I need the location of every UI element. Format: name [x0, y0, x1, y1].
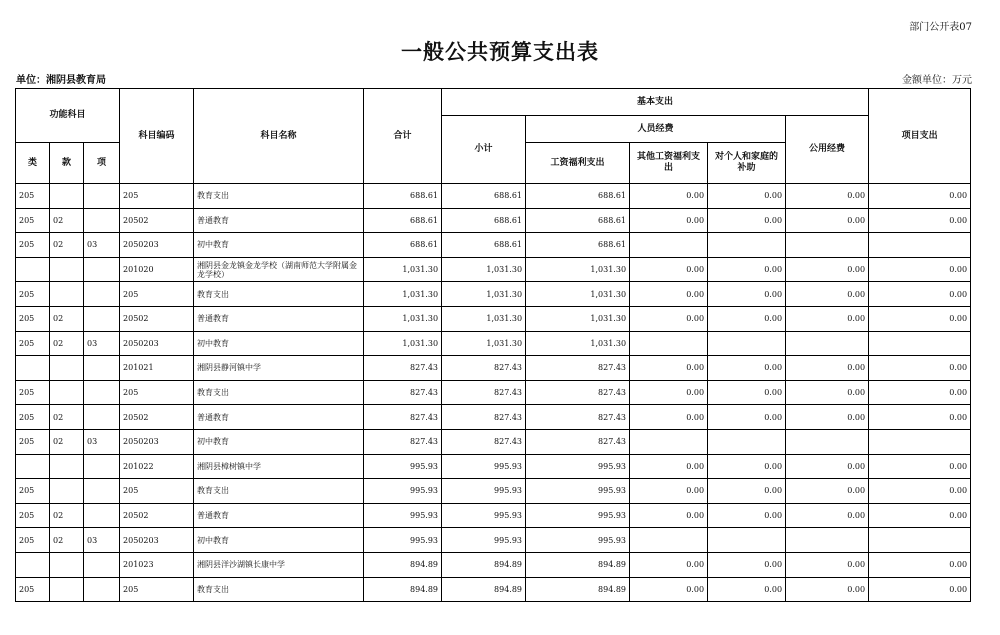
header-basic: 基本支出: [442, 89, 869, 116]
row-project-cell: 0.00: [869, 454, 971, 479]
row-total-cell: 995.93: [364, 528, 442, 553]
row-project-cell: 0.00: [869, 184, 971, 209]
row-xiang-cell: [84, 282, 120, 307]
row-public-cell: 0.00: [786, 282, 869, 307]
row-subtotal-cell: 995.93: [442, 528, 526, 553]
row-lei-cell: 205: [16, 184, 50, 209]
row-salary-cell: 894.89: [526, 552, 630, 577]
header-name: 科目名称: [194, 89, 364, 184]
row-code-cell: 205: [120, 282, 194, 307]
row-xiang-cell: [84, 577, 120, 602]
row-lei-cell: 205: [16, 479, 50, 504]
row-code-cell: 20502: [120, 208, 194, 233]
table-row: [16, 208, 971, 233]
row-project-cell: [869, 331, 971, 356]
table-row: [16, 257, 971, 282]
row-kuan-cell: [50, 479, 84, 504]
header-salary: 工资福利支出: [526, 143, 630, 184]
row-other-salary-cell: 0.00: [630, 184, 708, 209]
row-subtotal-cell: 995.93: [442, 479, 526, 504]
row-name-cell: 普通教育: [194, 405, 364, 430]
row-salary-cell: 688.61: [526, 184, 630, 209]
row-name-cell: 湘阴县洋沙湖镇长康中学: [194, 552, 364, 577]
table-row: [16, 528, 971, 553]
row-subtotal-cell: 995.93: [442, 503, 526, 528]
table-row: [16, 577, 971, 602]
row-family-subsidy-cell: 0.00: [708, 405, 786, 430]
table-row: [16, 356, 971, 381]
row-name-cell: 普通教育: [194, 503, 364, 528]
row-public-cell: [786, 331, 869, 356]
row-family-subsidy-cell: [708, 331, 786, 356]
row-public-cell: 0.00: [786, 356, 869, 381]
row-lei-cell: 205: [16, 429, 50, 454]
row-subtotal-cell: 688.61: [442, 233, 526, 258]
row-public-cell: 0.00: [786, 257, 869, 282]
row-kuan-cell: [50, 552, 84, 577]
row-total-cell: 995.93: [364, 479, 442, 504]
row-code-cell: 201022: [120, 454, 194, 479]
row-lei-cell: 205: [16, 331, 50, 356]
table-row: [16, 429, 971, 454]
header-other-salary: 其他工资福利支出: [630, 143, 708, 184]
row-other-salary-cell: [630, 233, 708, 258]
row-project-cell: [869, 233, 971, 258]
row-total-cell: 827.43: [364, 380, 442, 405]
row-code-cell: 2050203: [120, 528, 194, 553]
row-public-cell: 0.00: [786, 503, 869, 528]
row-code-cell: 201023: [120, 552, 194, 577]
row-other-salary-cell: 0.00: [630, 306, 708, 331]
header-lei: 类: [16, 143, 50, 184]
row-total-cell: 688.61: [364, 208, 442, 233]
row-lei-cell: 205: [16, 503, 50, 528]
row-subtotal-cell: 827.43: [442, 356, 526, 381]
row-total-cell: 688.61: [364, 233, 442, 258]
unit-label: 单位：湘阴县教育局: [16, 75, 106, 86]
row-family-subsidy-cell: [708, 528, 786, 553]
row-total-cell: 1,031.30: [364, 331, 442, 356]
row-xiang-cell: [84, 479, 120, 504]
header-xiang: 项: [84, 143, 120, 184]
row-subtotal-cell: 827.43: [442, 405, 526, 430]
table-row: [16, 552, 971, 577]
row-xiang-cell: [84, 454, 120, 479]
row-salary-cell: 1,031.30: [526, 282, 630, 307]
row-lei-cell: 205: [16, 282, 50, 307]
row-public-cell: 0.00: [786, 380, 869, 405]
row-xiang-cell: [84, 503, 120, 528]
row-name-cell: 湘阴县静河镇中学: [194, 356, 364, 381]
row-name-cell: 初中教育: [194, 429, 364, 454]
row-subtotal-cell: 1,031.30: [442, 282, 526, 307]
row-total-cell: 827.43: [364, 429, 442, 454]
row-xiang-cell: 03: [84, 528, 120, 553]
row-subtotal-cell: 1,031.30: [442, 331, 526, 356]
row-family-subsidy-cell: 0.00: [708, 380, 786, 405]
row-project-cell: 0.00: [869, 257, 971, 282]
row-lei-cell: 205: [16, 528, 50, 553]
row-subtotal-cell: 894.89: [442, 552, 526, 577]
row-name-cell: 湘阴县樟树镇中学: [194, 454, 364, 479]
row-kuan-cell: 02: [50, 528, 84, 553]
row-name-cell: 初中教育: [194, 528, 364, 553]
header-subtotal: 小计: [442, 116, 526, 184]
row-total-cell: 894.89: [364, 577, 442, 602]
amount-unit-label: 金额单位：万元: [902, 75, 972, 86]
row-family-subsidy-cell: 0.00: [708, 282, 786, 307]
row-salary-cell: 995.93: [526, 479, 630, 504]
table-row: [16, 503, 971, 528]
row-lei-cell: [16, 552, 50, 577]
row-project-cell: 0.00: [869, 479, 971, 504]
row-project-cell: 0.00: [869, 577, 971, 602]
row-other-salary-cell: 0.00: [630, 282, 708, 307]
row-subtotal-cell: 894.89: [442, 577, 526, 602]
row-total-cell: 995.93: [364, 454, 442, 479]
row-other-salary-cell: 0.00: [630, 503, 708, 528]
row-xiang-cell: [84, 306, 120, 331]
row-salary-cell: 827.43: [526, 405, 630, 430]
row-salary-cell: 995.93: [526, 454, 630, 479]
table-row: [16, 380, 971, 405]
row-other-salary-cell: 0.00: [630, 380, 708, 405]
row-total-cell: 688.61: [364, 184, 442, 209]
row-kuan-cell: 02: [50, 405, 84, 430]
row-xiang-cell: [84, 208, 120, 233]
row-salary-cell: 1,031.30: [526, 257, 630, 282]
row-public-cell: [786, 429, 869, 454]
row-subtotal-cell: 827.43: [442, 429, 526, 454]
row-total-cell: 1,031.30: [364, 306, 442, 331]
row-code-cell: 20502: [120, 405, 194, 430]
row-family-subsidy-cell: 0.00: [708, 306, 786, 331]
row-lei-cell: 205: [16, 306, 50, 331]
table-row: [16, 454, 971, 479]
row-public-cell: 0.00: [786, 577, 869, 602]
row-lei-cell: 205: [16, 208, 50, 233]
row-other-salary-cell: 0.00: [630, 208, 708, 233]
row-name-cell: 教育支出: [194, 380, 364, 405]
row-other-salary-cell: 0.00: [630, 405, 708, 430]
row-kuan-cell: 02: [50, 331, 84, 356]
row-subtotal-cell: 1,031.30: [442, 306, 526, 331]
row-lei-cell: [16, 257, 50, 282]
row-other-salary-cell: [630, 331, 708, 356]
row-name-cell: 教育支出: [194, 577, 364, 602]
row-other-salary-cell: 0.00: [630, 454, 708, 479]
header-public: 公用经费: [786, 116, 869, 184]
row-kuan-cell: [50, 257, 84, 282]
row-code-cell: 205: [120, 479, 194, 504]
header-family-subsidy: 对个人和家庭的补助: [708, 143, 786, 184]
row-kuan-cell: [50, 184, 84, 209]
row-other-salary-cell: 0.00: [630, 577, 708, 602]
row-project-cell: 0.00: [869, 282, 971, 307]
row-salary-cell: 688.61: [526, 233, 630, 258]
row-total-cell: 1,031.30: [364, 257, 442, 282]
row-public-cell: 0.00: [786, 405, 869, 430]
row-project-cell: [869, 528, 971, 553]
header-func-subject: 功能科目: [16, 89, 120, 143]
row-family-subsidy-cell: 0.00: [708, 552, 786, 577]
row-name-cell: 普通教育: [194, 208, 364, 233]
row-salary-cell: 1,031.30: [526, 331, 630, 356]
row-lei-cell: 205: [16, 405, 50, 430]
row-total-cell: 894.89: [364, 552, 442, 577]
row-code-cell: 201021: [120, 356, 194, 381]
row-kuan-cell: [50, 454, 84, 479]
row-subtotal-cell: 1,031.30: [442, 257, 526, 282]
row-code-cell: 20502: [120, 503, 194, 528]
row-lei-cell: 205: [16, 233, 50, 258]
row-project-cell: 0.00: [869, 552, 971, 577]
row-kuan-cell: 02: [50, 503, 84, 528]
row-total-cell: 1,031.30: [364, 282, 442, 307]
row-salary-cell: 995.93: [526, 528, 630, 553]
row-lei-cell: 205: [16, 380, 50, 405]
row-family-subsidy-cell: 0.00: [708, 257, 786, 282]
budget-table: [15, 88, 971, 602]
row-family-subsidy-cell: 0.00: [708, 479, 786, 504]
row-project-cell: 0.00: [869, 405, 971, 430]
row-public-cell: 0.00: [786, 208, 869, 233]
table-row: [16, 306, 971, 331]
row-code-cell: 205: [120, 184, 194, 209]
row-name-cell: 教育支出: [194, 479, 364, 504]
row-family-subsidy-cell: [708, 429, 786, 454]
row-lei-cell: [16, 356, 50, 381]
row-salary-cell: 827.43: [526, 380, 630, 405]
row-xiang-cell: 03: [84, 233, 120, 258]
row-name-cell: 初中教育: [194, 331, 364, 356]
row-xiang-cell: [84, 552, 120, 577]
row-family-subsidy-cell: 0.00: [708, 356, 786, 381]
row-total-cell: 995.93: [364, 503, 442, 528]
row-xiang-cell: 03: [84, 331, 120, 356]
row-kuan-cell: [50, 577, 84, 602]
table-row: [16, 282, 971, 307]
row-total-cell: 827.43: [364, 405, 442, 430]
table-row: [16, 233, 971, 258]
row-family-subsidy-cell: 0.00: [708, 577, 786, 602]
row-salary-cell: 827.43: [526, 356, 630, 381]
row-kuan-cell: 02: [50, 306, 84, 331]
row-name-cell: 教育支出: [194, 184, 364, 209]
header-personnel: 人员经费: [526, 116, 786, 143]
row-salary-cell: 827.43: [526, 429, 630, 454]
row-project-cell: 0.00: [869, 380, 971, 405]
row-kuan-cell: [50, 282, 84, 307]
row-project-cell: 0.00: [869, 208, 971, 233]
row-kuan-cell: 02: [50, 208, 84, 233]
header-kuan: 款: [50, 143, 84, 184]
row-code-cell: 205: [120, 380, 194, 405]
row-code-cell: 201020: [120, 257, 194, 282]
row-name-cell: 教育支出: [194, 282, 364, 307]
table-row: [16, 405, 971, 430]
row-code-cell: 2050203: [120, 429, 194, 454]
page-title: 一般公共预算支出表: [401, 39, 599, 64]
row-subtotal-cell: 688.61: [442, 208, 526, 233]
table-row: [16, 331, 971, 356]
row-xiang-cell: [84, 405, 120, 430]
row-xiang-cell: [84, 257, 120, 282]
row-public-cell: 0.00: [786, 184, 869, 209]
row-public-cell: [786, 233, 869, 258]
row-kuan-cell: 02: [50, 429, 84, 454]
row-other-salary-cell: 0.00: [630, 552, 708, 577]
row-family-subsidy-cell: 0.00: [708, 454, 786, 479]
row-family-subsidy-cell: [708, 233, 786, 258]
row-xiang-cell: [84, 356, 120, 381]
table-body: [16, 184, 971, 602]
row-subtotal-cell: 688.61: [442, 184, 526, 209]
row-other-salary-cell: 0.00: [630, 479, 708, 504]
row-subtotal-cell: 827.43: [442, 380, 526, 405]
row-public-cell: [786, 528, 869, 553]
row-salary-cell: 1,031.30: [526, 306, 630, 331]
row-code-cell: 20502: [120, 306, 194, 331]
row-name-cell: 初中教育: [194, 233, 364, 258]
row-family-subsidy-cell: 0.00: [708, 184, 786, 209]
row-kuan-cell: 02: [50, 233, 84, 258]
row-code-cell: 205: [120, 577, 194, 602]
table-row: [16, 479, 971, 504]
form-number: 部门公开表07: [909, 22, 972, 33]
row-public-cell: 0.00: [786, 454, 869, 479]
row-public-cell: 0.00: [786, 306, 869, 331]
row-public-cell: 0.00: [786, 479, 869, 504]
table-row: [16, 184, 971, 209]
row-xiang-cell: [84, 184, 120, 209]
row-other-salary-cell: 0.00: [630, 356, 708, 381]
row-xiang-cell: 03: [84, 429, 120, 454]
row-family-subsidy-cell: 0.00: [708, 208, 786, 233]
row-public-cell: 0.00: [786, 552, 869, 577]
row-project-cell: 0.00: [869, 306, 971, 331]
row-kuan-cell: [50, 356, 84, 381]
row-project-cell: 0.00: [869, 356, 971, 381]
row-subtotal-cell: 995.93: [442, 454, 526, 479]
row-other-salary-cell: 0.00: [630, 257, 708, 282]
row-salary-cell: 995.93: [526, 503, 630, 528]
row-project-cell: [869, 429, 971, 454]
header-code: 科目编码: [120, 89, 194, 184]
row-salary-cell: 688.61: [526, 208, 630, 233]
row-code-cell: 2050203: [120, 233, 194, 258]
row-salary-cell: 894.89: [526, 577, 630, 602]
row-family-subsidy-cell: 0.00: [708, 503, 786, 528]
row-name-cell: 湘阴县金龙镇金龙学校（湖南师范大学附属金龙学校）: [194, 257, 364, 282]
header-total: 合计: [364, 89, 442, 184]
row-code-cell: 2050203: [120, 331, 194, 356]
row-lei-cell: 205: [16, 577, 50, 602]
row-other-salary-cell: [630, 429, 708, 454]
row-total-cell: 827.43: [364, 356, 442, 381]
row-kuan-cell: [50, 380, 84, 405]
row-other-salary-cell: [630, 528, 708, 553]
header-project: 项目支出: [869, 89, 971, 184]
row-project-cell: 0.00: [869, 503, 971, 528]
row-xiang-cell: [84, 380, 120, 405]
row-lei-cell: [16, 454, 50, 479]
row-name-cell: 普通教育: [194, 306, 364, 331]
